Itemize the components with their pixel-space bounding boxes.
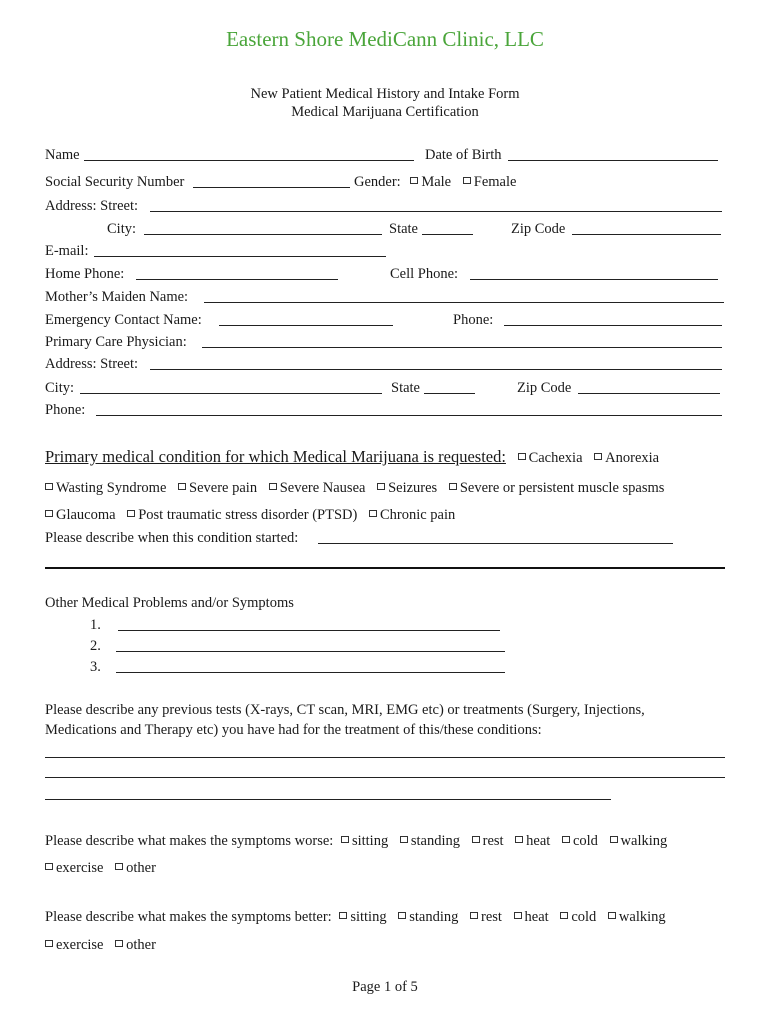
glaucoma-label: Glaucoma — [56, 507, 116, 523]
worse-rest-checkbox[interactable] — [472, 836, 480, 843]
gender-label: Gender: — [354, 174, 401, 190]
ptsd-label: Post traumatic stress disorder (PTSD) — [138, 507, 358, 523]
name-label: Name — [45, 147, 80, 163]
city-field[interactable] — [144, 234, 382, 235]
other-heading: Other Medical Problems and/or Symptoms — [45, 595, 294, 611]
pcp-zip-label: Zip Code — [517, 380, 572, 396]
spasms-label: Severe or persistent muscle spasms — [459, 480, 665, 496]
home-phone-field[interactable] — [136, 279, 338, 280]
name-field[interactable] — [84, 160, 414, 161]
seizures-label: Seizures — [388, 480, 438, 496]
spasms-checkbox[interactable] — [449, 483, 457, 490]
pcp-address-label: Address: Street: — [45, 356, 139, 372]
better-heat-checkbox[interactable] — [514, 912, 522, 919]
emergency-label: Emergency Contact Name: — [45, 312, 202, 328]
tests-field-3[interactable] — [45, 799, 611, 800]
worse-other-label: other — [126, 860, 156, 876]
started-label: Please describe when this condition started: — [45, 530, 299, 546]
male-checkbox[interactable] — [410, 177, 418, 184]
glaucoma-checkbox[interactable] — [45, 510, 53, 517]
pcp-city-label: City: — [45, 380, 75, 396]
worse-exercise-label: exercise — [56, 860, 104, 876]
worse-label: Please describe what makes the symptoms worse: — [45, 833, 334, 849]
better-sitting-label: sitting — [350, 909, 387, 925]
female-checkbox[interactable] — [463, 177, 471, 184]
zip-field[interactable] — [572, 234, 721, 235]
condition-row-1 — [45, 448, 659, 467]
pcp-state-field[interactable] — [424, 393, 475, 394]
other-item-1-number: 1. — [90, 617, 101, 633]
state-field[interactable] — [422, 234, 473, 235]
better-cold-label: cold — [571, 909, 597, 925]
better-row-2 — [45, 936, 156, 954]
pcp-state-label: State — [391, 380, 420, 396]
wasting-checkbox[interactable] — [45, 483, 53, 490]
nausea-checkbox[interactable] — [269, 483, 277, 490]
better-cold-checkbox[interactable] — [560, 912, 568, 919]
tests-line-1: Please describe any previous tests (X-rays, CT scan, MRI, EMG etc) or treatments (Surgery, Injections, — [45, 702, 645, 718]
worse-walking-label: walking — [620, 833, 668, 849]
pcp-phone-label: Phone: — [45, 402, 86, 418]
other-item-3-field[interactable] — [116, 672, 505, 673]
pcp-field[interactable] — [202, 347, 722, 348]
clinic-name: Eastern Shore MediCann Clinic, LLC — [226, 27, 544, 51]
better-standing-label: standing — [409, 909, 459, 925]
worse-cold-checkbox[interactable] — [562, 836, 570, 843]
email-label: E-mail: — [45, 243, 89, 259]
male-label: Male — [421, 174, 452, 190]
form-subtitle: Medical Marijuana Certification — [291, 104, 479, 120]
chronic-pain-checkbox[interactable] — [369, 510, 377, 517]
severe-pain-checkbox[interactable] — [178, 483, 186, 490]
dob-field[interactable] — [508, 160, 718, 161]
tests-field-2[interactable] — [45, 777, 725, 778]
chronic-pain-label: Chronic pain — [379, 507, 456, 523]
worse-heat-label: heat — [526, 833, 551, 849]
cell-phone-field[interactable] — [470, 279, 718, 280]
better-rest-label: rest — [480, 909, 502, 925]
better-row-1 — [45, 908, 666, 926]
emergency-field[interactable] — [219, 325, 393, 326]
tests-line-2: Medications and Therapy etc) you have had for the treatment of this/these conditions: — [45, 722, 542, 738]
pcp-address-field[interactable] — [150, 369, 722, 370]
worse-standing-checkbox[interactable] — [400, 836, 408, 843]
cachexia-label: Cachexia — [528, 450, 583, 466]
dob-label: Date of Birth — [425, 147, 502, 163]
worse-cold-label: cold — [572, 833, 598, 849]
address-street-label: Address: Street: — [45, 198, 139, 214]
page-number: Page 1 of 5 — [352, 979, 418, 995]
pcp-city-field[interactable] — [80, 393, 382, 394]
worse-sitting-label: sitting — [351, 833, 389, 849]
better-walking-label: walking — [618, 909, 666, 925]
worse-sitting-checkbox[interactable] — [341, 836, 349, 843]
zip-label: Zip Code — [511, 221, 566, 237]
section-divider — [45, 567, 725, 569]
worse-other-checkbox[interactable] — [115, 863, 123, 870]
condition-row-3 — [45, 506, 455, 524]
better-rest-checkbox[interactable] — [470, 912, 478, 919]
other-item-1-field[interactable] — [118, 630, 500, 631]
worse-heat-checkbox[interactable] — [515, 836, 523, 843]
worse-row-2 — [45, 859, 156, 877]
better-label: Please describe what makes the symptoms better: — [45, 909, 332, 925]
condition-heading: Primary medical condition for which Medical Marijuana is requested: — [45, 447, 506, 466]
other-item-2-field[interactable] — [116, 651, 505, 652]
female-label: Female — [473, 174, 517, 190]
ssn-label: Social Security Number — [45, 174, 185, 190]
worse-walking-checkbox[interactable] — [610, 836, 618, 843]
city-label: City: — [107, 221, 137, 237]
maiden-field[interactable] — [204, 302, 724, 303]
form-title: New Patient Medical History and Intake Form — [250, 86, 520, 102]
worse-row-1 — [45, 832, 667, 850]
better-walking-checkbox[interactable] — [608, 912, 616, 919]
home-phone-label: Home Phone: — [45, 266, 125, 282]
tests-field-1[interactable] — [45, 757, 725, 758]
wasting-label: Wasting Syndrome — [56, 480, 167, 496]
pcp-zip-field[interactable] — [578, 393, 720, 394]
anorexia-label: Anorexia — [605, 450, 660, 466]
better-heat-label: heat — [524, 909, 549, 925]
other-item-3-number: 3. — [90, 659, 101, 675]
better-exercise-checkbox[interactable] — [45, 940, 53, 947]
anorexia-checkbox[interactable] — [594, 453, 602, 460]
emergency-phone-field[interactable] — [504, 325, 722, 326]
better-other-label: other — [126, 937, 156, 953]
nausea-label: Severe Nausea — [279, 480, 366, 496]
state-label: State — [389, 221, 418, 237]
better-standing-checkbox[interactable] — [398, 912, 406, 919]
started-field[interactable] — [318, 543, 673, 544]
address-street-field[interactable] — [150, 211, 722, 212]
seizures-checkbox[interactable] — [377, 483, 385, 490]
email-field[interactable] — [94, 256, 386, 257]
better-exercise-label: exercise — [56, 937, 104, 953]
other-item-2-number: 2. — [90, 638, 101, 654]
better-sitting-checkbox[interactable] — [339, 912, 347, 919]
ptsd-checkbox[interactable] — [127, 510, 135, 517]
gender-group — [354, 173, 516, 191]
better-other-checkbox[interactable] — [115, 940, 123, 947]
ssn-field[interactable] — [193, 187, 350, 188]
emergency-phone-label: Phone: — [453, 312, 494, 328]
pcp-label: Primary Care Physician: — [45, 334, 187, 350]
worse-standing-label: standing — [410, 833, 460, 849]
cachexia-checkbox[interactable] — [518, 453, 526, 460]
condition-row-2 — [45, 479, 664, 497]
severe-pain-label: Severe pain — [189, 480, 258, 496]
worse-exercise-checkbox[interactable] — [45, 863, 53, 870]
cell-phone-label: Cell Phone: — [390, 266, 459, 282]
maiden-label: Mother’s Maiden Name: — [45, 289, 189, 305]
pcp-phone-field[interactable] — [96, 415, 722, 416]
worse-rest-label: rest — [482, 833, 504, 849]
